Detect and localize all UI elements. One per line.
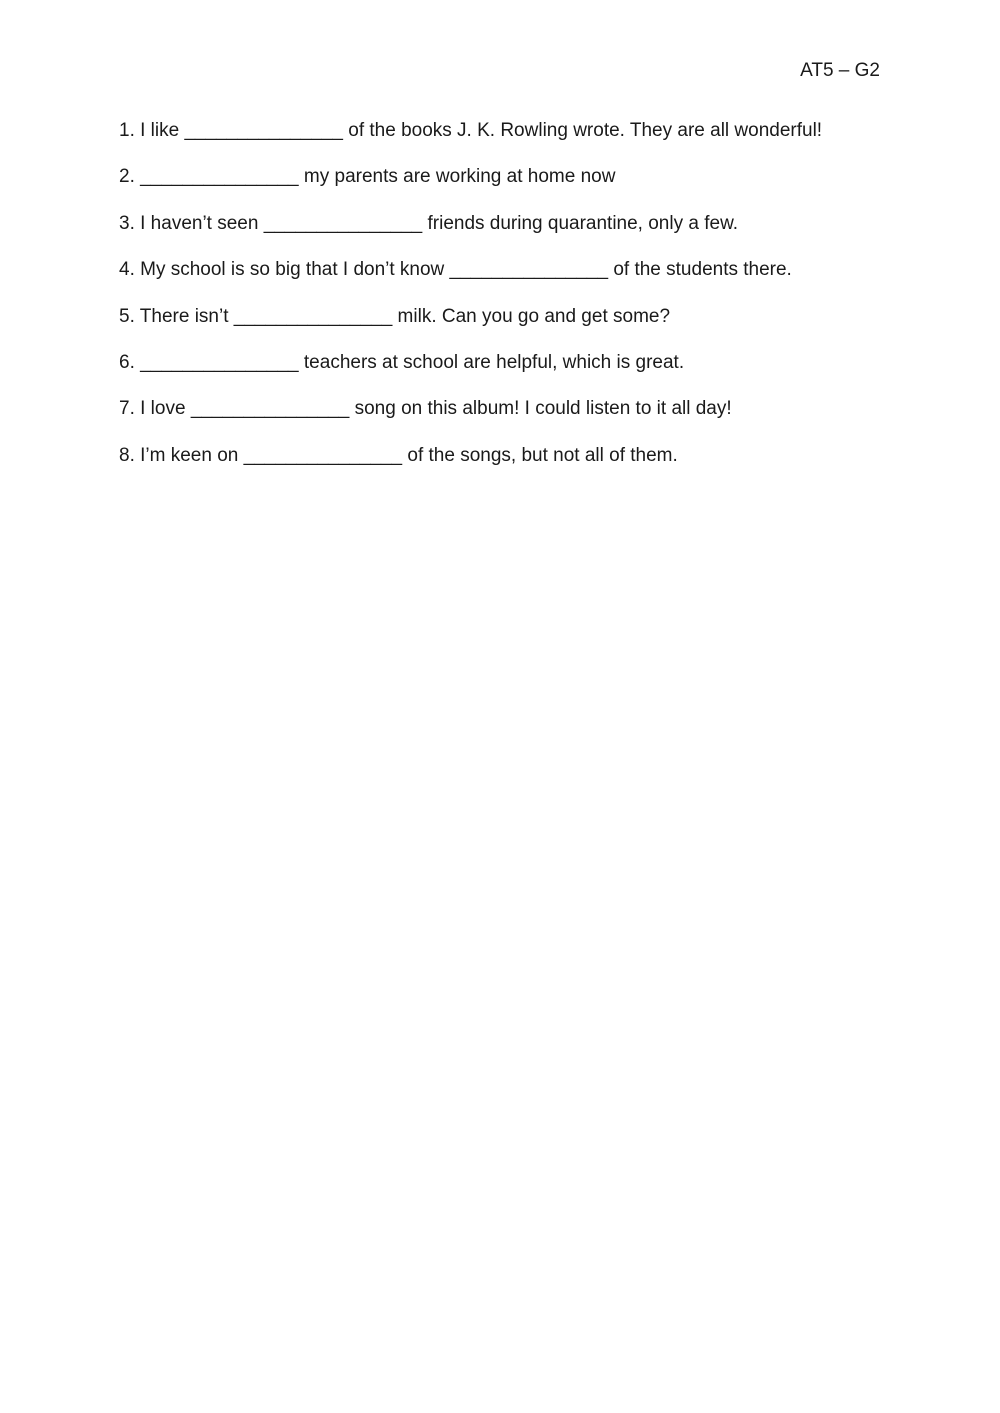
question-1: 1. I like _______________ of the books J. K. Rowling wrote. They are all wonderful!	[119, 120, 823, 141]
question-5: 5. There isn’t _______________ milk. Can you go and get some?	[119, 305, 671, 327]
question-3: 3. I haven’t seen _______________ friends during quarantine, only a few.	[119, 212, 739, 234]
question-7: 7. I love _______________ song on this album! I could listen to it all day!	[119, 398, 732, 420]
question-2: 2. _______________ my parents are working at home now	[119, 166, 616, 188]
question-6: 6. _______________ teachers at school are helpful, which is great.	[119, 351, 685, 373]
worksheet-code: AT5 – G2	[800, 60, 880, 81]
question-4: 4. My school is so big that I don’t know _______________ of the students there.	[119, 259, 792, 281]
question-list	[119, 119, 919, 490]
question-8: 8. I’m keen on _______________ of the songs, but not all of them.	[119, 444, 678, 466]
